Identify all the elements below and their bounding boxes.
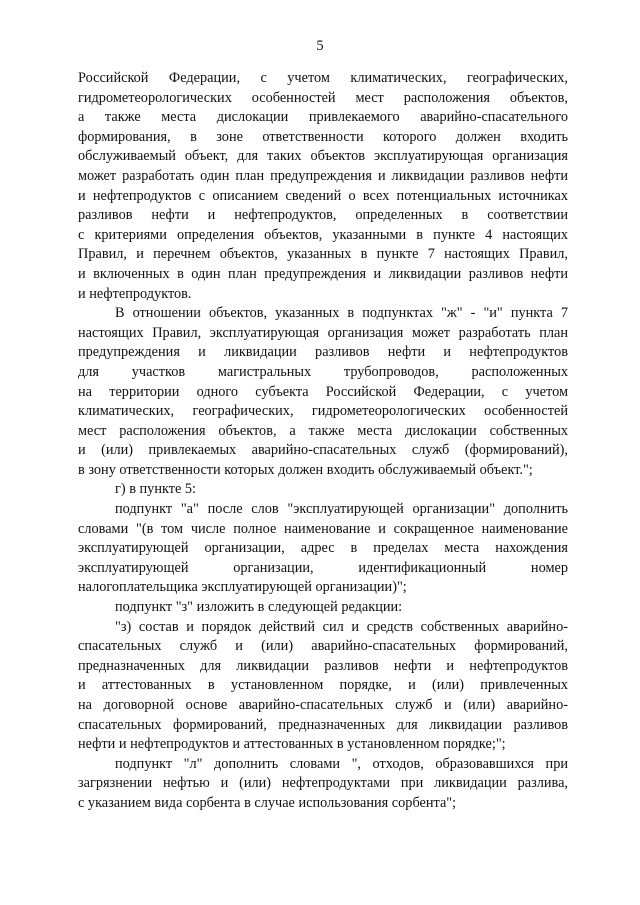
paragraph-p3 <box>78 480 568 500</box>
paragraph-p4 <box>78 500 568 598</box>
text-line: г) в пункте 5: <box>115 481 197 498</box>
text-line: и нефтепродуктов. <box>78 285 192 302</box>
text-line: эксплуатирующей организации, адрес в пределах места нахождения <box>78 540 568 557</box>
text-line: спасательных служб и (или) аварийно-спасательных формирований, <box>78 638 568 655</box>
text-line: словами "(в том числе полное наименование и сокращенное наименование <box>78 520 568 537</box>
text-line: подпункт "л" дополнить словами ", отходов, образовавшихся при <box>115 755 568 772</box>
text-line: и включенных в один план предупреждения и ликвидации разливов нефти <box>78 265 568 282</box>
text-line: а также места дислокации привлекаемого аварийно-спасательного <box>78 109 568 126</box>
text-line: эксплуатирующей организации, идентификационный номер <box>78 559 568 576</box>
text-line: на договорной основе аварийно-спасательных служб и (или) аварийно- <box>78 697 568 713</box>
text-line: для участков магистральных трубопроводов, расположенных <box>78 363 568 380</box>
text-line: может разработать один план предупреждения и ликвидации разливов нефти <box>78 167 568 184</box>
text-line: в зону ответственности которых должен входить обслуживаемый объект."; <box>78 461 533 478</box>
text-line: гидрометеорологических особенностей мест расположения объектов, <box>78 89 568 106</box>
text-line: подпункт "з" изложить в следующей редакции: <box>115 599 403 616</box>
text-line: на территории одного субъекта Российской Федерации, с учетом <box>78 383 568 400</box>
text-line: спасательных формирований, предназначенных для ликвидации разливов <box>78 716 568 733</box>
text-line: предназначенных для ликвидации разливов нефти и нефтепродуктов <box>78 657 568 674</box>
text-line: настоящих Правил, эксплуатирующая организация может разработать план <box>78 324 568 341</box>
text-line: формирования, в зоне ответственности которого должен входить <box>78 128 568 145</box>
text-line: климатических, географических, гидрометеорологических особенностей <box>78 403 568 420</box>
paragraph-p1 <box>78 69 568 304</box>
text-line: предупреждения и ликвидации разливов нефти и нефтепродуктов <box>78 344 568 361</box>
paragraph-p6 <box>78 618 568 755</box>
text-line: В отношении объектов, указанных в подпунктах "ж" - "и" пункта 7 <box>115 305 568 322</box>
text-line: с критериями определения объектов, указанными в пункте 4 настоящих <box>78 226 568 243</box>
paragraph-p5 <box>78 598 568 618</box>
text-line: загрязнении нефтью и (или) нефтепродуктами при ликвидации разлива, <box>78 775 568 792</box>
text-line: налогоплательщика эксплуатирующей организации)"; <box>78 579 407 596</box>
paragraph-p7 <box>78 755 568 814</box>
text-line: Российской Федерации, с учетом климатических, географических, <box>78 70 568 86</box>
text-line: мест расположения объектов, а также места дислокации собственных <box>78 422 568 439</box>
page-number: 5 <box>316 38 324 54</box>
text-line: обслуживаемый объект, для таких объектов эксплуатирующая организация <box>78 148 568 165</box>
paragraph-p2 <box>78 304 568 480</box>
text-line: с указанием вида сорбента в случае использования сорбента"; <box>78 794 457 811</box>
text-line: подпункт "а" после слов "эксплуатирующей организации" дополнить <box>115 501 568 518</box>
text-line: Правил, и перечнем объектов, указанных в пункте 7 настоящих Правил, <box>78 246 568 263</box>
text-line: "з) состав и порядок действий сил и средств собственных аварийно- <box>115 618 568 635</box>
document-body <box>78 69 568 814</box>
text-line: и нефтепродуктов с описанием сведений о всех потенциальных источниках <box>78 187 568 204</box>
text-line: и аттестованных в установленном порядке, и (или) привлеченных <box>78 677 568 694</box>
text-line: нефти и нефтепродуктов и аттестованных в установленном порядке;"; <box>78 736 506 753</box>
text-line: и (или) привлекаемых аварийно-спасательных служб (формирований), <box>78 442 568 459</box>
text-line: разливов нефти и нефтепродуктов, определенных в соответствии <box>78 207 568 224</box>
